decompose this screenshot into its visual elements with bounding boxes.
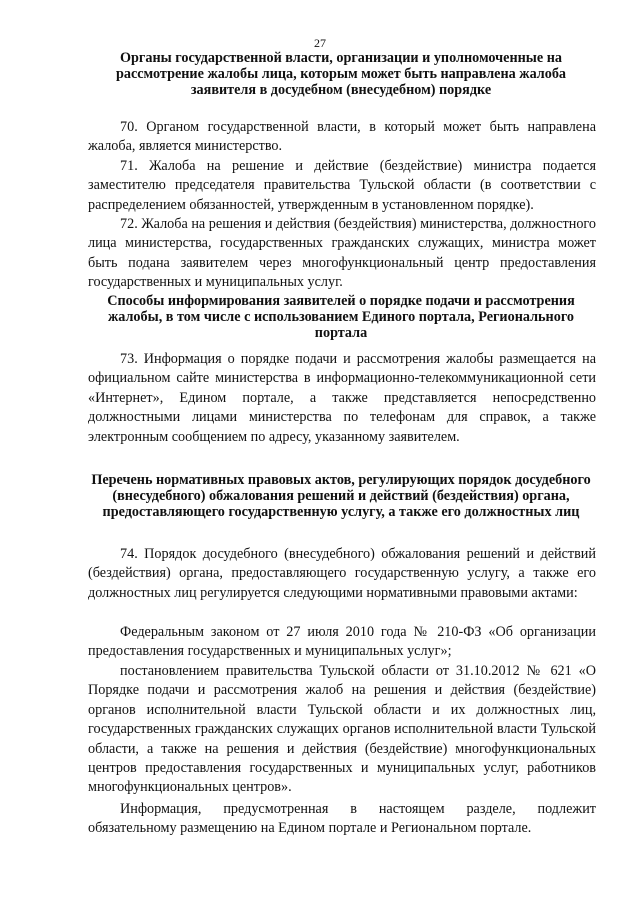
section-heading-information-methods: Способы информирования заявителей о порядке подачи и рассмотрения жалобы, в том числе с использованием Единого портала, Регионального портала: [107, 293, 575, 341]
paragraph-70: 70. Органом государственной власти, в который может быть направлена жалоба, является министерство.: [88, 119, 596, 155]
paragraph-regional-resolution: постановлением правительства Тульской области от 31.10.2012 № 621 «О Порядке подачи и рассмотрения жалоб на решения и действия (бездействие) органов исполнительной власти Тульской области и их должностных лиц, государственных гражданских служащих органов исполнительной власти Тульской области, а также на решения и действия (бездействие) многофункциональных центров предоставления государственных и муниципальных услуг, работников многофункциональных центров».: [88, 663, 596, 796]
page-number: 27: [314, 36, 326, 50]
paragraph-72: 72. Жалоба на решения и действия (бездействия) министерства, должностного лица министерства, государственных гражданских служащих, министра может быть подана заявителем через многофункциональный центр предоставления государственных и муниципальных услуг.: [88, 216, 596, 291]
paragraph-74: 74. Порядок досудебного (внесудебного) обжалования решений и действий (бездействия) органа, предоставляющего государственную услугу, а также его должностных лиц регулируется следующими нормативными правовыми актами:: [88, 546, 596, 601]
paragraph-federal-law: Федеральным законом от 27 июля 2010 года № 210-ФЗ «Об организации предоставления государственных и муниципальных услуг»;: [88, 624, 596, 660]
paragraph-73: 73. Информация о порядке подачи и рассмотрения жалобы размещается на официальном сайте министерства в информационно-телекоммуникационной сети «Интернет», Едином портале, а также представляется непосредственно должностными лицами министерства по телефонам для справок, а также электронным сообщением по адресу, указанному заявителем.: [88, 351, 596, 445]
section-heading-legal-acts: Перечень нормативных правовых актов, регулирующих порядок досудебного (внесудебного) обжалования решений и действий (бездействия) органа, предоставляющего государственную услугу, а также его должностных лиц: [91, 472, 591, 520]
paragraph-publication-requirement: Информация, предусмотренная в настоящем разделе, подлежит обязательному размещению на Едином портале и Региональном портале.: [88, 801, 596, 837]
paragraph-71: 71. Жалоба на решение и действие (бездействие) министра подается заместителю председателя правительства Тульской области (в соответствии с распределением обязанностей, утвержденным в установленном порядке).: [88, 158, 596, 213]
section-heading-appeal-bodies: Органы государственной власти, организации и уполномоченные на рассмотрение жалобы лица, которым может быть направлена жалоба заявителя в досудебном (внесудебном) порядке: [115, 50, 567, 98]
